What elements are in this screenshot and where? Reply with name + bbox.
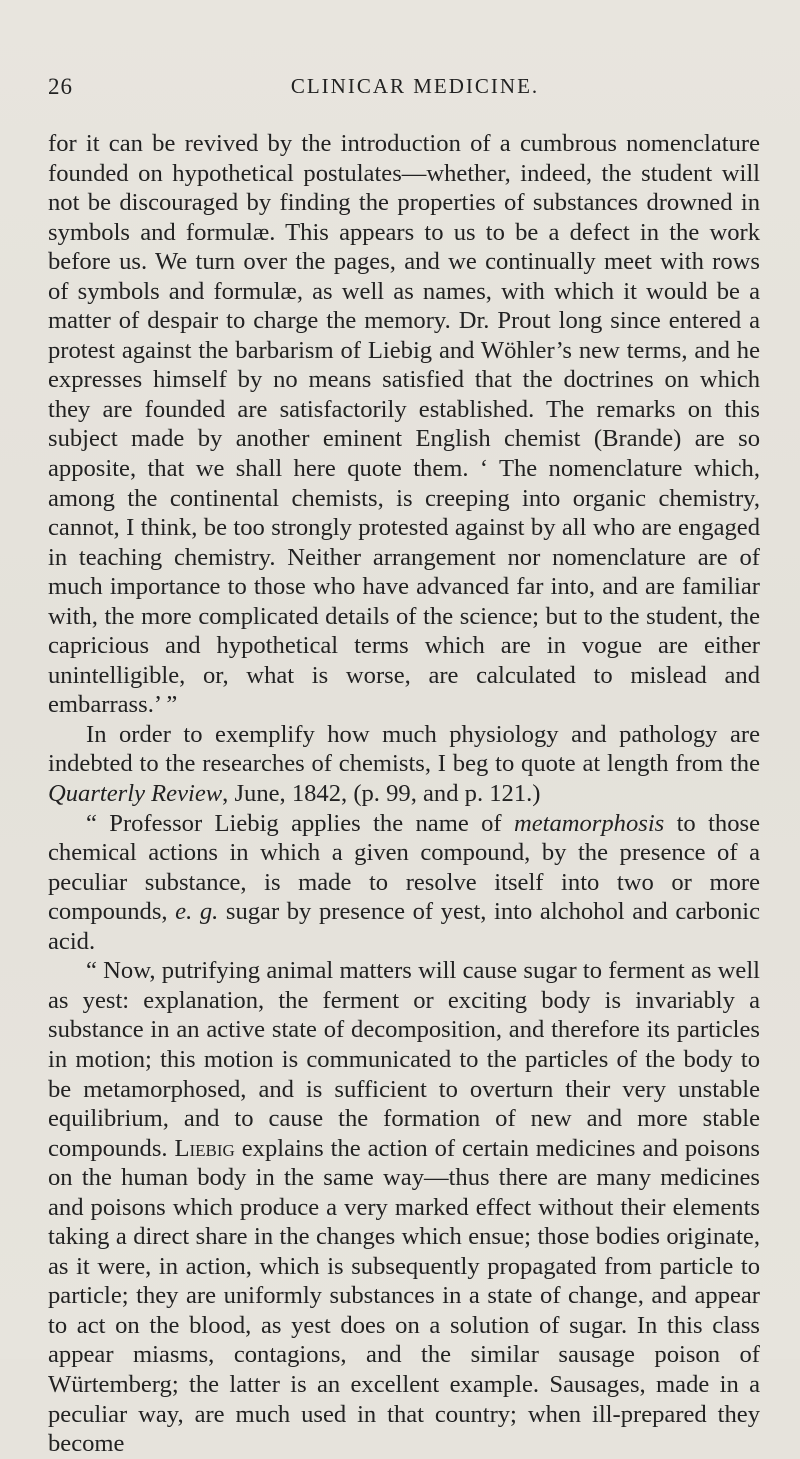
journal-title: Quarterly Review — [48, 780, 223, 808]
paragraph-2 — [48, 720, 760, 809]
paragraph-4-end: explains the action of certain medicines and poisons on the human body in the same way—thus there are many medicines and poisons which produce a very marked effect without their elements taking a direct share in the changes which ensue; those bodies originate, as it were, in action, which is subsequently propagated from particle to particle; they are uniformly substances in a state of change, and appear to act on the blood, as yest does on a solution of sugar. In this class appear miasms, contagions, and the similar sausage poison of Würtemberg; the latter is an excellent example. Sausages, made in a peculiar way, are much used in that country; when ill-prepared they become — [48, 1134, 760, 1458]
paragraph-3-text: “ Professor Liebig applies the name of — [86, 809, 514, 837]
page-number: 26 — [48, 74, 73, 99]
abbrev-eg: e. g. — [175, 898, 219, 926]
paragraph-2-citation: , June, 1842, (p. 99, and p. 121.) — [222, 780, 541, 808]
author-name: Liebig — [174, 1134, 235, 1162]
paragraph-3 — [48, 809, 760, 957]
paragraph-4-text: “ Now, putrifying animal matters will cause sugar to ferment as well as yest: explanation, the ferment or exciting body is invariably a substance in an active state of decomposition, and therefore its particles in motion; this motion is communicated to the particles of the body to be metamorphosed, and is sufficient to overturn their very unstable equilibrium, and to cause the formation of new and more stable compounds. — [48, 957, 760, 1162]
paragraph-2-text: In order to exemplify how much physiology and pathology are indebted to the researches of chemists, I beg to quote at length from the — [48, 720, 760, 778]
body-text — [48, 129, 760, 1459]
paragraph-3-middle: to those chemical actions in which a given compound, by the presence of a peculiar substance, is made to resolve itself into two or more compounds, — [48, 809, 760, 926]
term-metamorphosis: metamorphosis — [513, 809, 665, 837]
running-title: CLINICAR MEDICINE. — [290, 74, 540, 98]
paragraph-1: for it can be revived by the introduction of a cumbrous nomenclature founded on hypothetical postulates—whether, indeed, the student will not be discouraged by finding the properties of substances drowned in symbols and formulæ. This appears to us to be a defect in the work before us. We turn over the pages, and we continually meet with rows of symbols and formulæ, as well as names, with which it would be a matter of despair to charge the memory. Dr. Prout long since entered a protest against the barbarism of Liebig and Wöhler’s new terms, and he expresses himself by no means satisfied that the doctrines on which they are founded are satisfactorily established. The remarks on this subject made by another eminent English chemist (Brande) are so apposite, that we shall here quote them. ‘ The nomenclature which, among the continental chemists, is creeping into organic chemistry, cannot, I think, be too strongly protested against by all who are engaged in teaching chemistry. Neither arrangement nor nomenclature are of much importance to those who have advanced far into, and are familiar with, the more complicated details of the science; but to the student, the capricious and hypothetical terms which are in vogue are either unintelligible, or, what is worse, are calculated to mislead and embarrass.’ ” — [48, 130, 760, 719]
paragraph-4 — [48, 956, 760, 1458]
paragraph-3-end: sugar by presence of yest, into alchohol and carbonic acid. — [48, 898, 760, 955]
page-header — [48, 74, 752, 106]
